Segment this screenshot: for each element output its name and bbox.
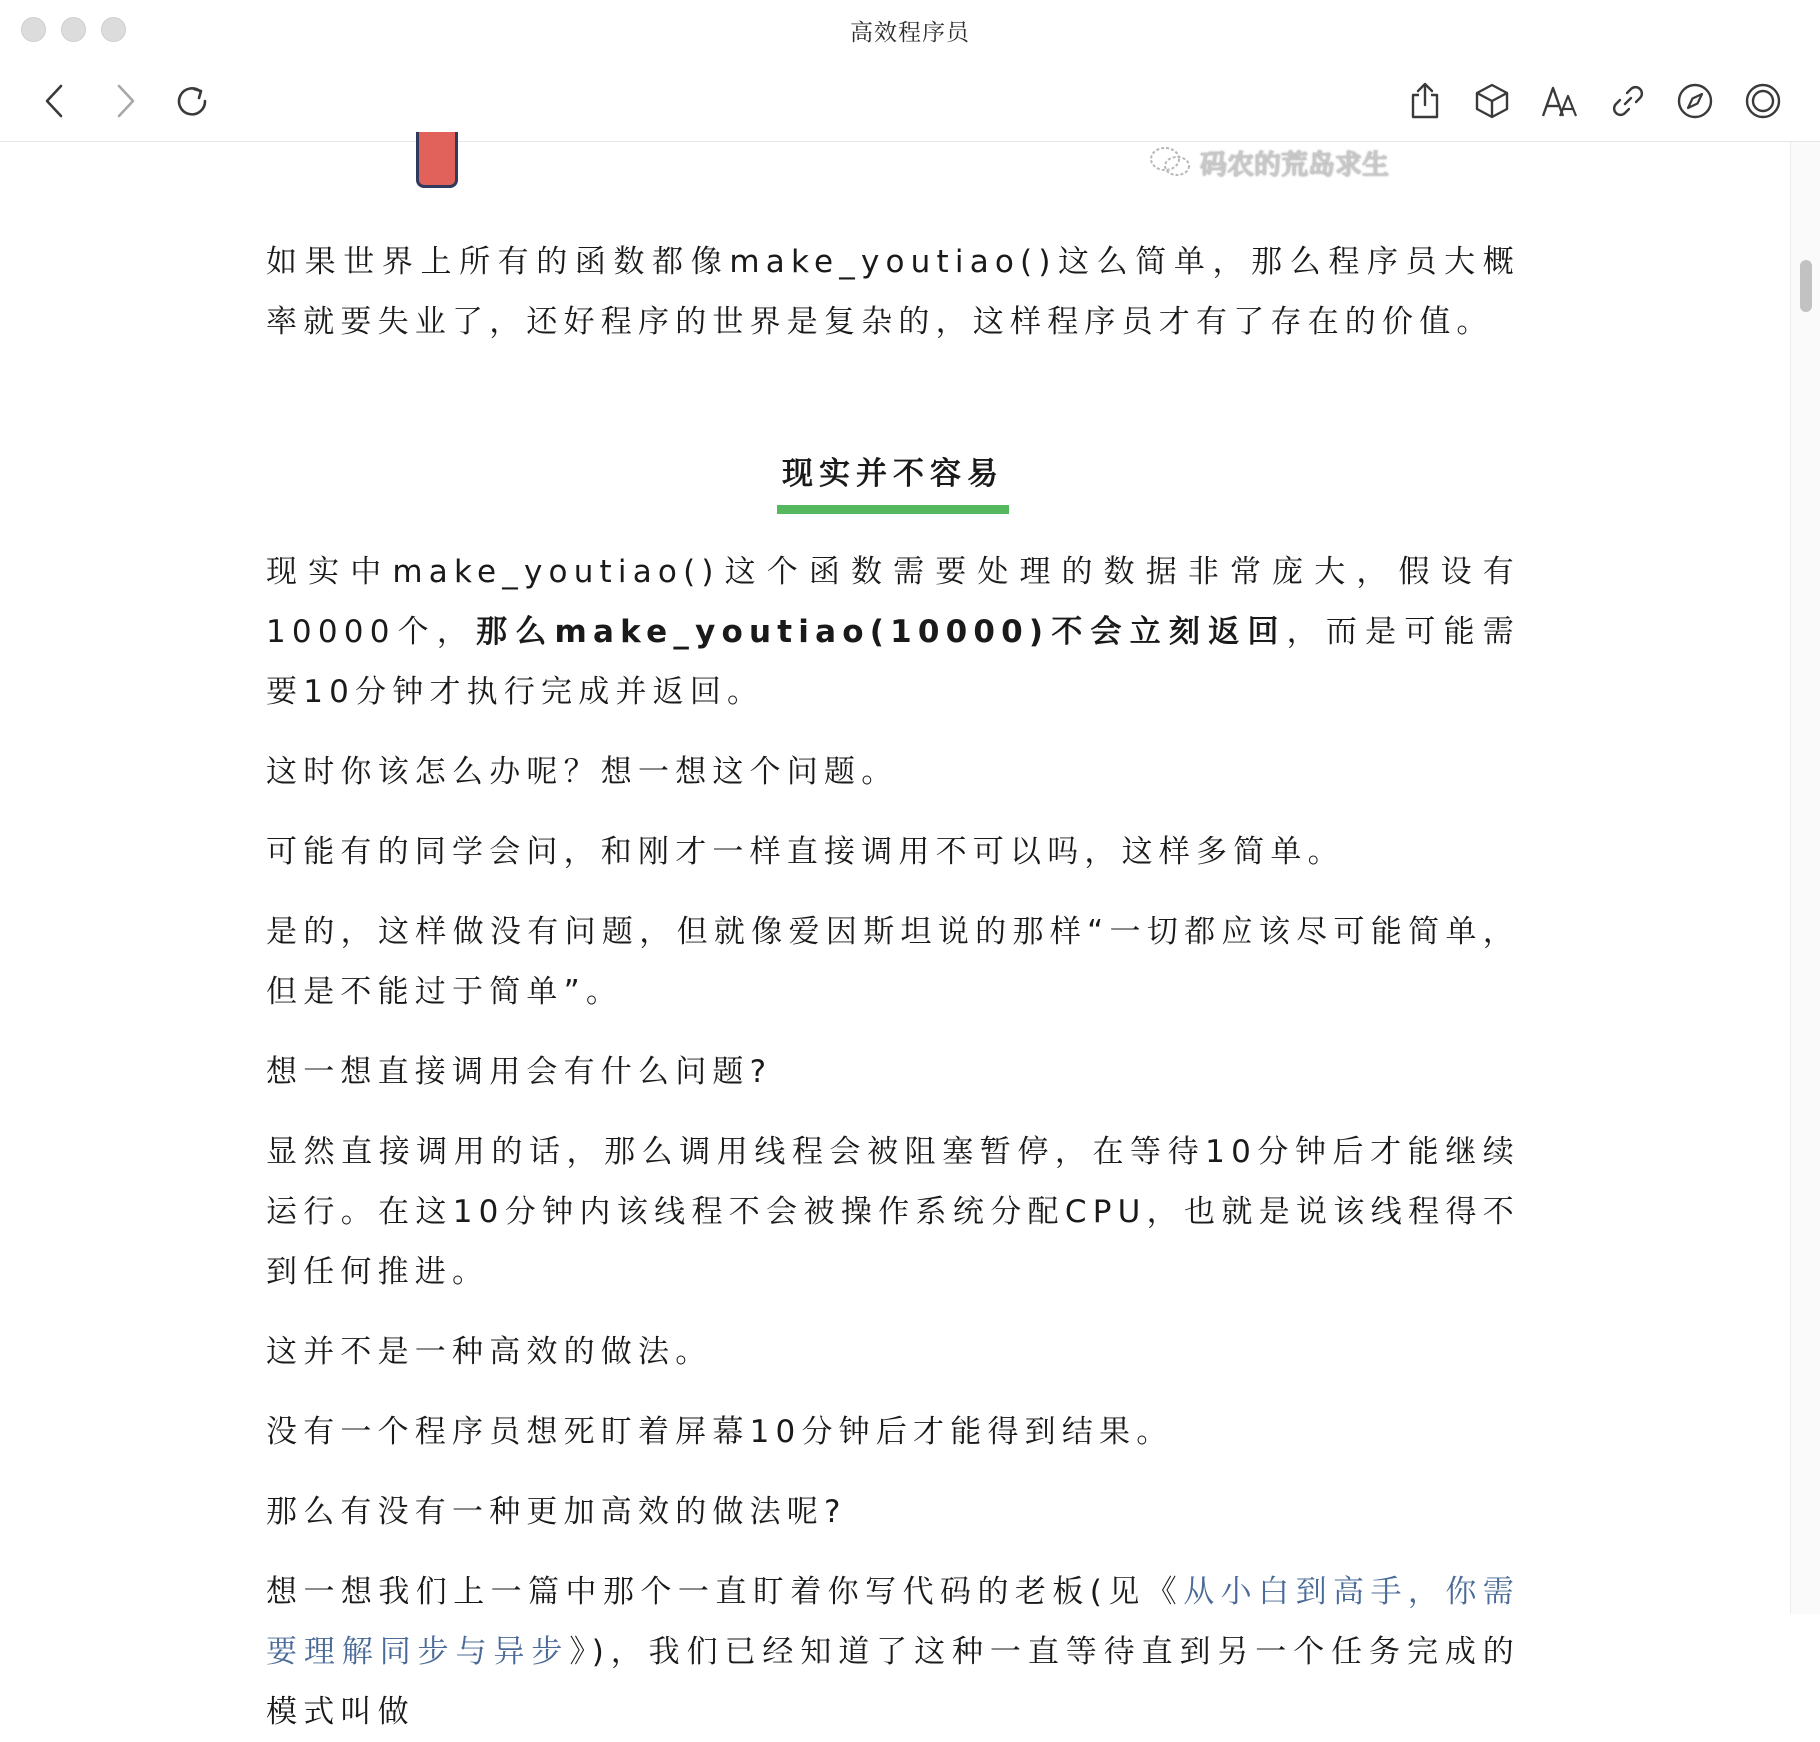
paragraph: 可能有的同学会问，和刚才一样直接调用不可以吗，这样多简单。 (266, 834, 1345, 870)
link-icon (1609, 82, 1647, 120)
paragraph: 是的，这样做没有问题，但就像爱因斯坦说的那样“一切都应该尽可能简单，但是不能过于简单”。 (266, 914, 1520, 1010)
target-icon (1744, 82, 1782, 120)
toolbar (0, 60, 1820, 142)
open-in-browser-button[interactable] (1672, 78, 1718, 124)
paragraph-text: 》)，我们已经知道了这种一直等待直到另一个任务完成的模式叫做 (266, 1634, 1520, 1730)
title-bar (0, 0, 1820, 60)
focus-mode-button[interactable] (1740, 78, 1786, 124)
paragraph: 显然直接调用的话，那么调用线程会被阻塞暂停，在等待10分钟后才能继续运行。在这10分钟内该线程不会被操作系统分配CPU，也就是说该线程得不到任何推进。 (266, 1134, 1520, 1290)
reader-box-button[interactable] (1469, 78, 1515, 124)
paragraph: 这并不是一种高效的做法。 (266, 1334, 713, 1370)
paragraph: 那么有没有一种更加高效的做法呢? (266, 1494, 847, 1530)
section-heading-text: 现实并不容易 (782, 456, 1004, 492)
reload-button[interactable] (169, 78, 215, 124)
paragraph: 想一想直接调用会有什么问题? (266, 1054, 773, 1090)
paragraph-text: 想一想我们上一篇中那个一直盯着你写代码的老板(见《 (266, 1574, 1184, 1610)
article-content (0, 142, 1790, 1730)
window-title: 高效程序员 (850, 20, 970, 46)
scrollbar-thumb[interactable] (1800, 260, 1812, 312)
box-icon (1473, 82, 1511, 120)
paragraph-text: 现实中make_youtiao()这个函数需要处理的数据非常庞大，假设有10000个， (266, 554, 1520, 650)
forward-button[interactable] (101, 78, 147, 124)
paragraph (266, 542, 1520, 722)
paragraph: 如果世界上所有的函数都像make_youtiao()这么简单，那么程序员大概率就要失业了，还好程序的世界是复杂的，这样程序员才有了存在的价值。 (266, 244, 1520, 340)
compass-icon (1676, 82, 1714, 120)
watermark-text: 码农的荒岛求生 (1200, 149, 1389, 181)
wechat-icon (1148, 144, 1192, 180)
paragraph: 这时你该怎么办呢？想一想这个问题。 (266, 754, 899, 790)
paragraph-text: ，而是可能需要10分钟才执行完成并返回。 (266, 614, 1520, 710)
reload-icon (174, 83, 210, 119)
share-button[interactable] (1402, 78, 1448, 124)
heading-underline (777, 505, 1009, 514)
article-illustration (0, 142, 1790, 202)
font-size-icon (1540, 83, 1580, 119)
back-icon (41, 84, 71, 118)
copy-link-button[interactable] (1605, 78, 1651, 124)
image-watermark (1148, 142, 1389, 182)
illustration-fragment (416, 132, 458, 188)
vertical-scrollbar[interactable] (1790, 142, 1820, 1614)
back-button[interactable] (33, 78, 79, 124)
article-link[interactable]: 从小白到高手，你需要理解同步与异步 (266, 1574, 1520, 1670)
paragraph: 没有一个程序员想死盯着屏幕10分钟后才能得到结果。 (266, 1414, 1174, 1450)
forward-icon (109, 84, 139, 118)
article-body (266, 202, 1520, 1742)
share-icon (1407, 82, 1443, 120)
bold-text: 那么make_youtiao(10000)不会立刻返回 (476, 614, 1287, 650)
paragraph (266, 1562, 1520, 1742)
section-heading (266, 448, 1520, 514)
font-size-button[interactable] (1537, 78, 1583, 124)
